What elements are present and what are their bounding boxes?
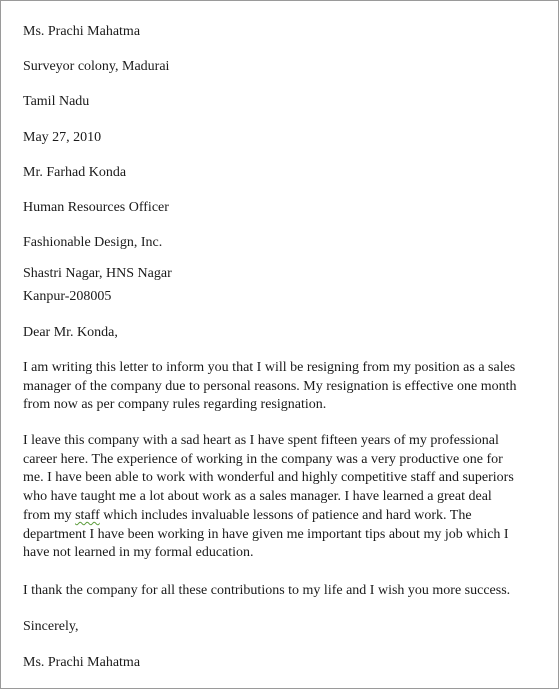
paragraph-line: career here. The experience of working in the company was a very productive one for <box>23 451 503 467</box>
recipient-name: Mr. Farhad Konda <box>23 165 127 180</box>
body-paragraph-2 <box>23 432 543 563</box>
paragraph-line: have not learned in my formal education. <box>23 545 254 561</box>
body-paragraph-1 <box>23 359 543 415</box>
sender-address-line1: Surveyor colony, Madurai <box>23 59 170 74</box>
recipient-address-line1: Shastri Nagar, HNS Nagar <box>23 266 172 281</box>
salutation: Dear Mr. Konda, <box>23 325 118 340</box>
paragraph-line: who have taught me a lot about work as a sales manager. I have learned a great deal <box>23 489 492 505</box>
paragraph-line: I am writing this letter to inform you that I will be resigning from my position as a sales <box>23 360 516 375</box>
recipient-title: Human Resources Officer <box>23 200 169 215</box>
sender-address-line2: Tamil Nadu <box>23 94 90 109</box>
paragraph-line <box>23 507 543 526</box>
spellcheck-marked-word: staff <box>75 507 100 523</box>
paragraph-line: manager of the company due to personal reasons. My resignation is effective one month <box>23 378 517 394</box>
paragraph-line: me. I have been able to work with wonderful and highly competitive staff and superiors <box>23 470 514 486</box>
paragraph-line: I leave this company with a sad heart as I have spent fifteen years of my professional <box>23 433 499 448</box>
paragraph-line: from now as per company rules regarding resignation. <box>23 397 327 413</box>
letter-date: May 27, 2010 <box>23 130 102 145</box>
recipient-company: Fashionable Design, Inc. <box>23 235 163 250</box>
recipient-address-line2: Kanpur-208005 <box>23 289 112 304</box>
paragraph-line: department I have been working in have given me important tips about my job which I <box>23 526 509 542</box>
closing: Sincerely, <box>23 619 79 634</box>
signature-name: Ms. Prachi Mahatma <box>23 655 141 670</box>
sender-name: Ms. Prachi Mahatma <box>23 24 141 39</box>
text-fragment: from my <box>23 507 76 523</box>
body-paragraph-3: I thank the company for all these contributions to my life and I wish you more success. <box>23 583 511 598</box>
text-fragment: which includes invaluable lessons of patience and hard work. The <box>99 507 472 523</box>
